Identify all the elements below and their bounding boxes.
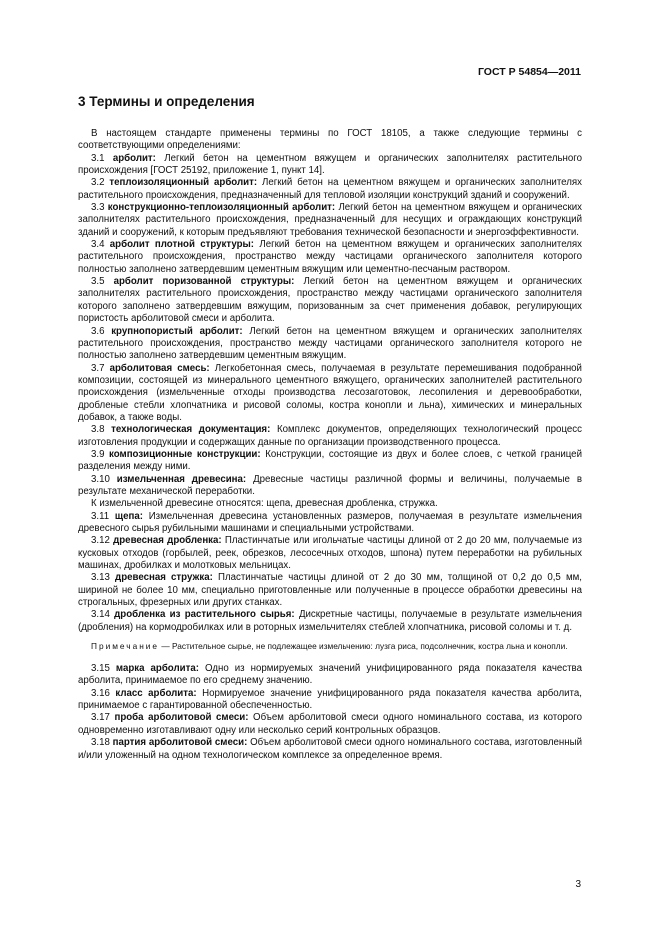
term-name: арболит поризованной структуры: — [113, 276, 295, 288]
term-name: арболит: — [112, 152, 156, 164]
term-definition — [78, 202, 582, 239]
term-definition — [78, 474, 582, 499]
intro-paragraph: В настоящем стандарте применены термины по ГОСТ 18105, а также следующие термины с соответствующими определениями: — [78, 128, 582, 152]
term-text: Объем арболитовой смеси одного номинального состава, из которого одновременно изготавливают одну или несколько серий контрольных образцов. — [78, 712, 582, 736]
term-definition — [78, 177, 582, 202]
term-number: 3.16 — [91, 687, 110, 699]
term-definition — [78, 239, 582, 276]
term-number: 3.15 — [91, 663, 110, 675]
term-name: древесная дробленка: — [113, 535, 222, 547]
term-name: класс арболита: — [115, 687, 197, 699]
note-label: Примечание — [91, 641, 160, 652]
term-name: марка арболита: — [115, 663, 199, 675]
term-number: 3.18 — [91, 737, 110, 749]
term-text: Нормируемое значение унифицированного ряда показателя качества арболита, принимаемое с гарантированной обеспеченностью. — [78, 687, 582, 712]
term-text: Объем арболитовой смеси одного номинального состава, изготовленный и/или уложенный на одном технологическом комплексе за определенное время. — [78, 737, 582, 761]
term-number: 3.3 — [91, 202, 105, 214]
term-definition — [78, 363, 582, 425]
term-number: 3.7 — [91, 362, 105, 374]
term-name: щепа: — [114, 510, 143, 522]
term-definition — [78, 663, 582, 688]
term-number: 3.5 — [91, 276, 105, 288]
term-name: измельченная древесина: — [116, 473, 247, 485]
term-definition — [78, 535, 582, 572]
term-name: проба арболитовой смеси: — [114, 712, 249, 724]
term-number: 3.12 — [91, 535, 110, 547]
term-text: Легкобетонная смесь, получаемая в результате перемешивания подобранной композиции, состоящей из минерального цементного вяжущего, органических заполнителей растительного происхождения (измельченные отходы производства лесозаготовок, лесопиления и деревообработки, дробленые стебли хлопчатника и рисовой соломы, костра конопли и льна), химических и минеральных добавок, а также воды. — [78, 362, 582, 423]
term-definition — [78, 572, 582, 609]
term-definition — [78, 511, 582, 536]
term-definition — [78, 737, 582, 762]
term-definition — [78, 326, 582, 363]
term-number: 3.17 — [91, 712, 110, 724]
term-number: 3.9 — [91, 448, 105, 460]
terms-list-3 — [78, 663, 582, 762]
note-paragraph — [78, 640, 582, 652]
term-definition — [78, 712, 582, 737]
term-text: Одно из нормируемых значений унифицированного ряда показателя качества арболита, принимаемое по его среднему значению. — [78, 663, 582, 687]
term-number: 3.14 — [91, 609, 110, 621]
term-text: Конструкции, состоящие из двух и более слоев, с четкой границей разделения между ними. — [78, 448, 582, 473]
term-name: технологическая документация: — [111, 424, 271, 436]
term-name: теплоизоляционный арболит: — [109, 177, 258, 189]
term-name: конструкционно-теплоизоляционный арболит: — [107, 202, 336, 214]
page-number: 3 — [575, 879, 581, 890]
term-text: Пластинчатые или игольчатые частицы длиной от 2 до 20 мм, получаемые из кусковых отходов (горбылей, реек, обрезков, лесосечных отходов, шпона) путем переработки на рубильных машинах, дробилках и молотковых мельницах. — [78, 535, 582, 572]
term-name: композиционные конструкции: — [109, 448, 261, 460]
term-number: 3.2 — [91, 177, 105, 189]
section-body — [78, 128, 582, 762]
term-text: Измельченная древесина установленных размеров, получаемая в результате измельчения древесного сырья рубильными машинами и специальными устройствами. — [78, 510, 582, 534]
term-name: арболит плотной структуры: — [109, 239, 255, 251]
section-title: 3 Термины и определения — [78, 94, 255, 109]
term-text: Комплекс документов, определяющих технологический процесс изготовления продукции и содержащих данные по организации производственного процесса. — [78, 424, 582, 448]
term-number: 3.1 — [91, 152, 105, 164]
term-name: древесная стружка: — [115, 572, 213, 584]
term-name: дробленка из растительного сырья: — [114, 609, 295, 621]
term-text: Легкий бетон на цементном вяжущем и органических заполнителях растительного происхождения, пространство между частицами органического заполнителя которого заполнено затвердевшим вяжущим, поризованным за счет применения добавок, регулирующих пористость арболитовой смеси и арболита. — [78, 276, 582, 325]
term-text: Легкий бетон на цементном вяжущем и органических заполнителях растительного происхождения, пространство между частицами органического заполнителя которого полностью заполнено затвердевшим цементным вяжущим или цементно-песчаным раствором. — [78, 239, 583, 275]
term-text: Легкий бетон на цементном вяжущем и органических заполнителях растительного происхождения [ГОСТ 25192, приложение 1, пункт 14]. — [78, 152, 582, 177]
term-text: Древесные частицы различной формы и величины, получаемые в результате механической переработки. — [78, 473, 582, 497]
terms-list-1 — [78, 153, 582, 499]
term-definition — [78, 688, 582, 713]
term-text: Пластинчатые частицы длиной от 2 до 30 мм, толщиной от 0,2 до 0,5 мм, шириной не более 10 мм, специально приготовленные или полученные в процессе обработки древесины на строгальных, фрезерных или других станках. — [78, 572, 582, 609]
term-definition — [78, 153, 582, 178]
term-definition — [78, 276, 582, 325]
term-text: Дискретные частицы, получаемые в результате измельчения (дробления) на кормодробилках или в роторных измельчителях стеблей хлопчатника, рисовой соломы и т. д. — [78, 609, 583, 633]
term-name: крупнопористый арболит: — [111, 325, 243, 337]
term-name: арболитовая смесь: — [109, 362, 210, 374]
term-definition — [78, 609, 582, 634]
document-id-header: ГОСТ Р 54854—2011 — [477, 66, 581, 78]
term-number: 3.10 — [91, 473, 110, 485]
terms-list-2 — [78, 511, 582, 634]
term-text: Легкий бетон на цементном вяжущем и органических заполнителях растительного происхождения, предназначенный для тепловой изоляции конструкций зданий и сооружений. — [78, 177, 582, 201]
term-definition — [78, 424, 582, 449]
term-definition — [78, 449, 582, 474]
term-number: 3.4 — [91, 239, 105, 251]
term-name: партия арболитовой смеси: — [112, 737, 248, 749]
term-text: Легкий бетон на цементном вяжущем и органических заполнителях растительного происхождения, пространство между частицами органического заполнителя которого не полностью заполнено затвердевшим цементным вяжущим. — [78, 325, 582, 362]
wood-list-paragraph: К измельченной древесине относятся: щепа, древесная дробленка, стружка. — [91, 498, 438, 510]
note-text: — Растительное сырье, не подлежащее измельчению: лузга риса, подсолнечник, костра льна и конопли. — [161, 641, 568, 652]
term-number: 3.8 — [91, 424, 105, 436]
term-number: 3.6 — [91, 325, 105, 337]
term-number: 3.11 — [91, 510, 110, 522]
term-text: Легкий бетон на цементном вяжущем и органических заполнителях растительного происхождения, предназначенный для несущих и ограждающих конструкций зданий и сооружений, к которым предъявляют требования технической безопасности и энергоэффективности. — [78, 202, 582, 238]
term-number: 3.13 — [91, 572, 110, 584]
